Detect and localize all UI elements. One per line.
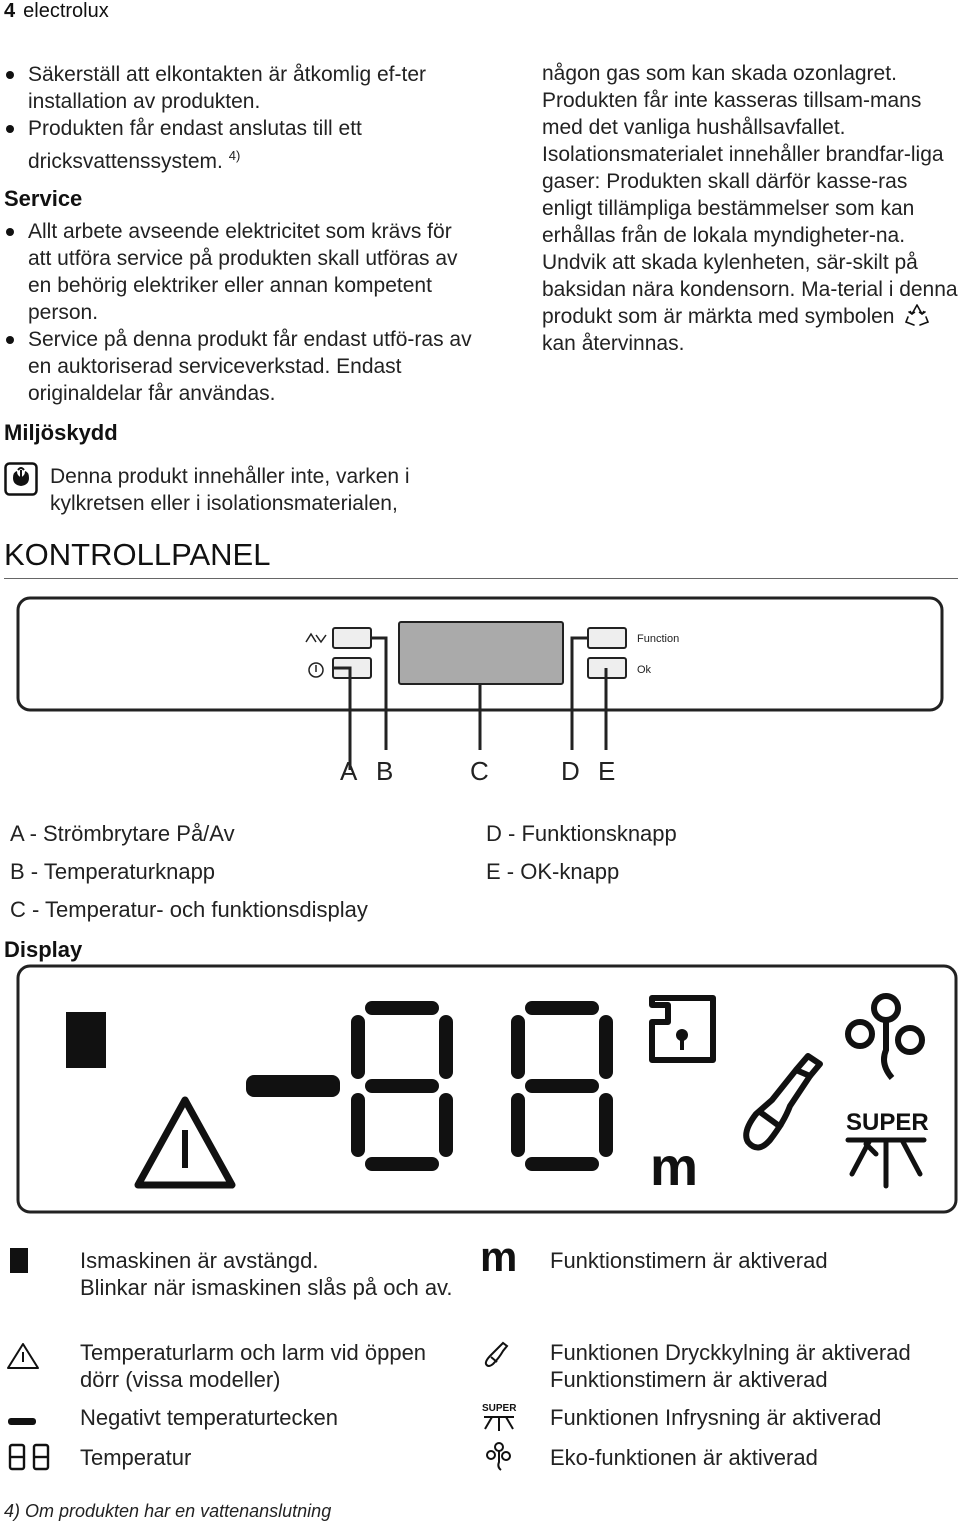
panel-display [399, 622, 563, 684]
display-outline [18, 966, 956, 1212]
temperature-button[interactable] [333, 628, 371, 648]
footnote-ref: 4) [228, 148, 241, 163]
lock-icon [652, 998, 713, 1060]
seven-segment-icon [358, 1008, 606, 1164]
brand-name: electrolux [23, 0, 109, 22]
display-legend-item: Temperaturlarm och larm vid öppen dörr (vissa modeller) [80, 1340, 427, 1392]
super-freeze-icon [480, 1401, 518, 1433]
legend-item: D - Funktionsknapp [486, 821, 677, 846]
page-number: 4 [4, 0, 16, 22]
list-item: Service på denna produkt får endast utfö-ras av en auktoriserad serviceverkstad. Endast originaldelar får användas. [4, 326, 474, 407]
display-heading: Display [4, 937, 83, 962]
warning-triangle-icon [138, 1100, 232, 1185]
display-legend-item: Funktionen Dryckkylning är aktiverad Funktionstimern är aktiverad [550, 1340, 911, 1392]
control-legend-left [10, 815, 368, 929]
list-item: Allt arbete avseende elektricitet som krävs för att utföra service på produkten skall utföras av en behörig elektriker eller annan kompetent person. [4, 218, 474, 326]
list-item: Säkerställ att elkontakten är åtkomlig ef-ter installation av produkten. [4, 61, 474, 115]
legend-item: C - Temperatur- och funktionsdisplay [10, 897, 368, 922]
control-panel-diagram [0, 590, 960, 790]
environment-text: Denna produkt innehåller inte, varken i kylkretsen eller i isolationsmaterialen, [50, 465, 410, 515]
super-label: SUPER [846, 1109, 929, 1136]
footnote: 4) Om produkten har en vattenanslutning [4, 1501, 332, 1521]
bottle-icon [482, 1340, 512, 1370]
service-heading: Service [4, 186, 83, 211]
list-item: Produkten får endast anslutas till ett dricksvattenssystem. $^{4)}$ [4, 115, 474, 175]
power-icon [309, 663, 323, 677]
display-legend-item: Funktionstimern är aktiverad [550, 1248, 828, 1273]
display-legend-item: Ismaskinen är avstängd. Blinkar när ismaskinen slås på och av. [80, 1248, 453, 1300]
display-legend-item: Negativt temperaturtecken [80, 1405, 339, 1430]
display-legend-item: Eko-funktionen är aktiverad [550, 1445, 818, 1470]
square-block-icon [66, 1012, 106, 1068]
install-bullets [4, 61, 474, 175]
display-legend-item: Temperatur [80, 1445, 192, 1470]
function-label: Function [637, 633, 680, 645]
minutes-m-icon: m [650, 1137, 699, 1197]
bottle-icon [746, 1056, 820, 1148]
legend-item: B - Temperaturknapp [10, 859, 216, 884]
page-header [4, 0, 109, 23]
eco-icon [484, 1442, 514, 1472]
minus-sign-icon [246, 1075, 340, 1097]
minus-sign-icon [8, 1418, 38, 1428]
service-bullets [4, 218, 474, 407]
warning-triangle-icon [6, 1342, 40, 1370]
environment-icon [4, 462, 38, 496]
divider [4, 578, 958, 579]
legend-item: E - OK-knapp [486, 859, 620, 884]
super-freeze-icon [848, 1140, 924, 1186]
seven-segment-icon [8, 1443, 52, 1471]
letter-e: E [598, 756, 616, 786]
minutes-m-icon: m [480, 1233, 518, 1280]
letter-d: D [561, 756, 580, 786]
control-legend-right [486, 815, 677, 891]
square-block-icon [10, 1248, 30, 1274]
control-panel-heading: KONTROLLPANEL [4, 537, 271, 572]
legend-item: A - Strömbrytare På/Av [10, 821, 235, 846]
display-diagram [0, 960, 960, 1220]
ok-label: Ok [637, 664, 652, 676]
display-legend-item: Funktionen Infrysning är aktiverad [550, 1405, 882, 1430]
eco-icon [848, 996, 922, 1078]
svg-text:SUPER: SUPER [482, 1403, 517, 1414]
letter-a: A [340, 756, 358, 786]
environment-heading: Miljöskydd [4, 420, 118, 445]
letter-c: C [470, 756, 489, 786]
function-button[interactable] [588, 628, 626, 648]
letter-b: B [376, 756, 394, 786]
recycle-icon [904, 303, 930, 327]
temperature-arrows-icon [306, 634, 326, 642]
environment-continued: någon gas som kan skada ozonlagret. Produkten får inte kasseras tillsam-mans med det vanliga hushållsavfallet. Isolationsmaterialet innehåller brandfar-liga gaser: Produkten skall därför kasse-ras enligt tillämpliga bestämmelser som kan erhållas från de lokala myndigheter-na. Undvik att skada kylenheten, sär-skilt på baksidan nära kondensorn. Ma-terial i denna produkt som är märkta med symbolen kan återvinnas. [542, 62, 958, 355]
